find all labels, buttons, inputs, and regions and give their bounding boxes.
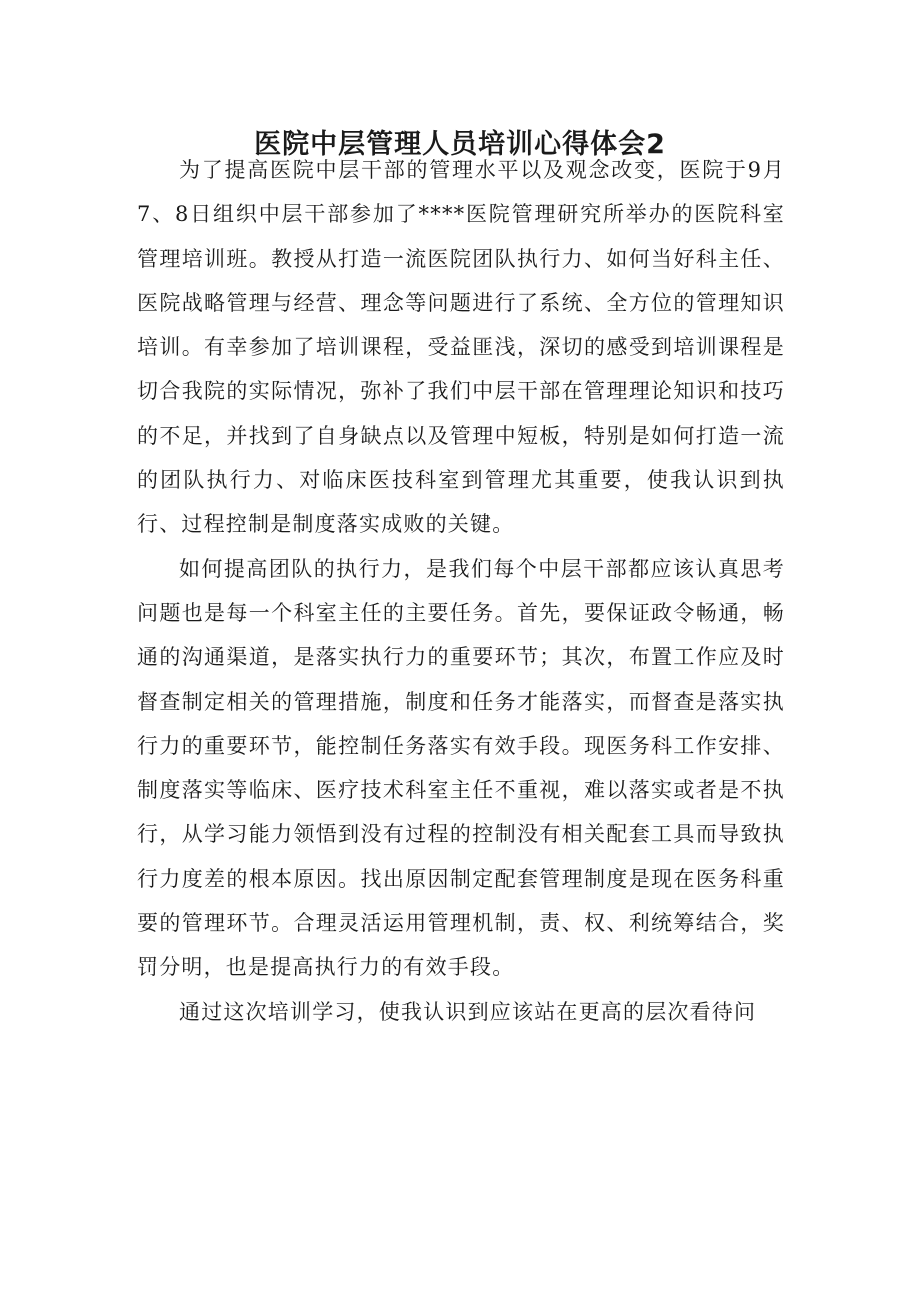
document-title: 医院中层管理人员培训心得体会2 xyxy=(254,129,666,160)
paragraph-1: 为了提高医院中层干部的管理水平以及观念改变，医院于9月7、8日组织中层干部参加了****医院管理研究所举办的医院科室管理培训班。教授从打造一流医院团队执行力、如何当好科主任、医院战略管理与经营、理念等问题进行了系统、全方位的管理知识培训。有幸参加了培训课程，受益匪浅，深切的感受到培训课程是切合我院的实际情况，弥补了我们中层干部在管理理论知识和技巧的不足，并找到了自身缺点以及管理中短板，特别是如何打造一流的团队执行力、对临床医技科室到管理尤其重要，使我认识到执行、过程控制是制度落实成败的关键。 xyxy=(137,158,785,537)
paragraph-3: 通过这次培训学习，使我认识到应该站在更高的层次看待问 xyxy=(179,999,757,1024)
document-body xyxy=(137,148,785,1034)
paragraph-2: 如何提高团队的执行力，是我们每个中层干部都应该认真思考问题也是每一个科室主任的主要任务。首先，要保证政令畅通，畅通的沟通渠道，是落实执行力的重要环节；其次，布置工作应及时督查制定相关的管理措施，制度和任务才能落实，而督查是落实执行力的重要环节，能控制任务落实有效手段。现医务科工作安排、制度落实等临床、医疗技术科室主任不重视，难以落实或者是不执行，从学习能力领悟到没有过程的控制没有相关配套工具而导致执行力度差的根本原因。找出原因制定配套管理制度是现在医务科重要的管理环节。合理灵活运用管理机制，责、权、利统筹结合，奖罚分明，也是提高执行力的有效手段。 xyxy=(137,556,785,980)
